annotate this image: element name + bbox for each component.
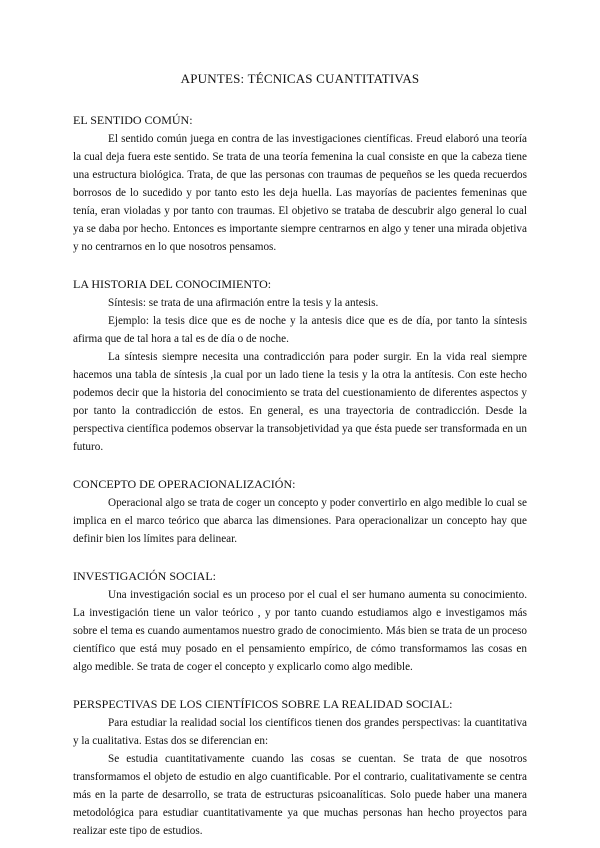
section-heading: LA HISTORIA DEL CONOCIMIENTO: (73, 277, 272, 291)
paragraph: Operacional algo se trata de coger un concepto y poder convertirlo en algo medible lo cual se implica en el marco teórico que abarca las dimensiones. Para operacionalizar un concepto hay que definir bien los límites para delinear. (73, 497, 527, 545)
document-title: APUNTES: TÉCNICAS CUANTITATIVAS (180, 71, 420, 86)
section-perspectivas (73, 695, 527, 840)
section-heading: EL SENTIDO COMÚN: (73, 113, 193, 127)
section-historia-conocimiento (73, 275, 527, 456)
section-heading: INVESTIGACIÓN SOCIAL: (73, 569, 216, 583)
paragraph: Una investigación social es un proceso por el cual el ser humano aumenta su conocimiento. La investigación tiene un valor teórico , y por tanto cuando estudiamos algo e investigamos más sobre el tema es cuando aumentamos nuestro grado de conocimiento. Más bien se trata de un proceso científico que está muy posado en el pensamiento empírico, de cómo transformamos las cosas en algo medible. Se trata de coger el concepto y explicarlo como algo medible. (73, 589, 527, 673)
paragraph: El sentido común juega en contra de las investigaciones científicas. Freud elaboró una teoría la cual deja fuera este sentido. Se trata de una teoría femenina la cual consiste en que la cabeza tiene una estructura biológica. Trata, de que las personas con traumas de pequeños se les queda recuerdos borrosos de lo sucedido y por tanto esto les deja huella. Las mayorías de pacientes femeninas que tenía, eran violadas y por tanto con traumas. El objetivo se trataba de descubrir algo general lo cual ya se daba por hecho. Entonces es importante siempre centrarnos en algo y tener una mirada objetiva y no centrarnos en lo que nosotros pensamos. (73, 133, 527, 253)
section-operacionalizacion (73, 475, 527, 548)
paragraph: Ejemplo: la tesis dice que es de noche y la antesis dice que es de día, por tanto la síntesis afirma que de tal hora a tal es de día o de noche. (73, 315, 527, 345)
section-sentido-comun (73, 111, 527, 256)
paragraph: Síntesis: se trata de una afirmación entre la tesis y la antesis. (108, 297, 379, 309)
paragraph: Se estudia cuantitativamente cuando las cosas se cuentan. Se trata de que nosotros transformamos el objeto de estudio en algo cuantificable. Por el contrario, cualitativamente se centra más en la parte de desarrollo, se trata de estructuras psicoanalíticas. Solo puede haber una manera metodológica para estudiar cuantitativamente ya que muchas personas han hecho proyectos para realizar este tipo de estudios. (73, 753, 527, 837)
section-investigacion-social (73, 567, 527, 676)
paragraph: Para estudiar la realidad social los científicos tienen dos grandes perspectivas: la cuantitativa y la cualitativa. Estas dos se diferencian en: (73, 717, 527, 747)
section-heading: CONCEPTO DE OPERACIONALIZACIÓN: (73, 477, 296, 491)
section-heading: PERSPECTIVAS DE LOS CIENTÍFICOS SOBRE LA REALIDAD SOCIAL: (73, 697, 453, 711)
paragraph: La síntesis siempre necesita una contradicción para poder surgir. En la vida real siempre hacemos una tabla de síntesis ,la cual por un lado tiene la tesis y la otra la antítesis. Con este hecho podemos decir que la historia del conocimiento se trata del cuestionamiento de diferentes aspectos y por tanto la contradicción de estos. En general, es una trayectoria de contradicción. Desde la perspectiva científica podemos observar la transobjetividad ya que ésta puede ser transformada en un futuro. (73, 351, 527, 453)
